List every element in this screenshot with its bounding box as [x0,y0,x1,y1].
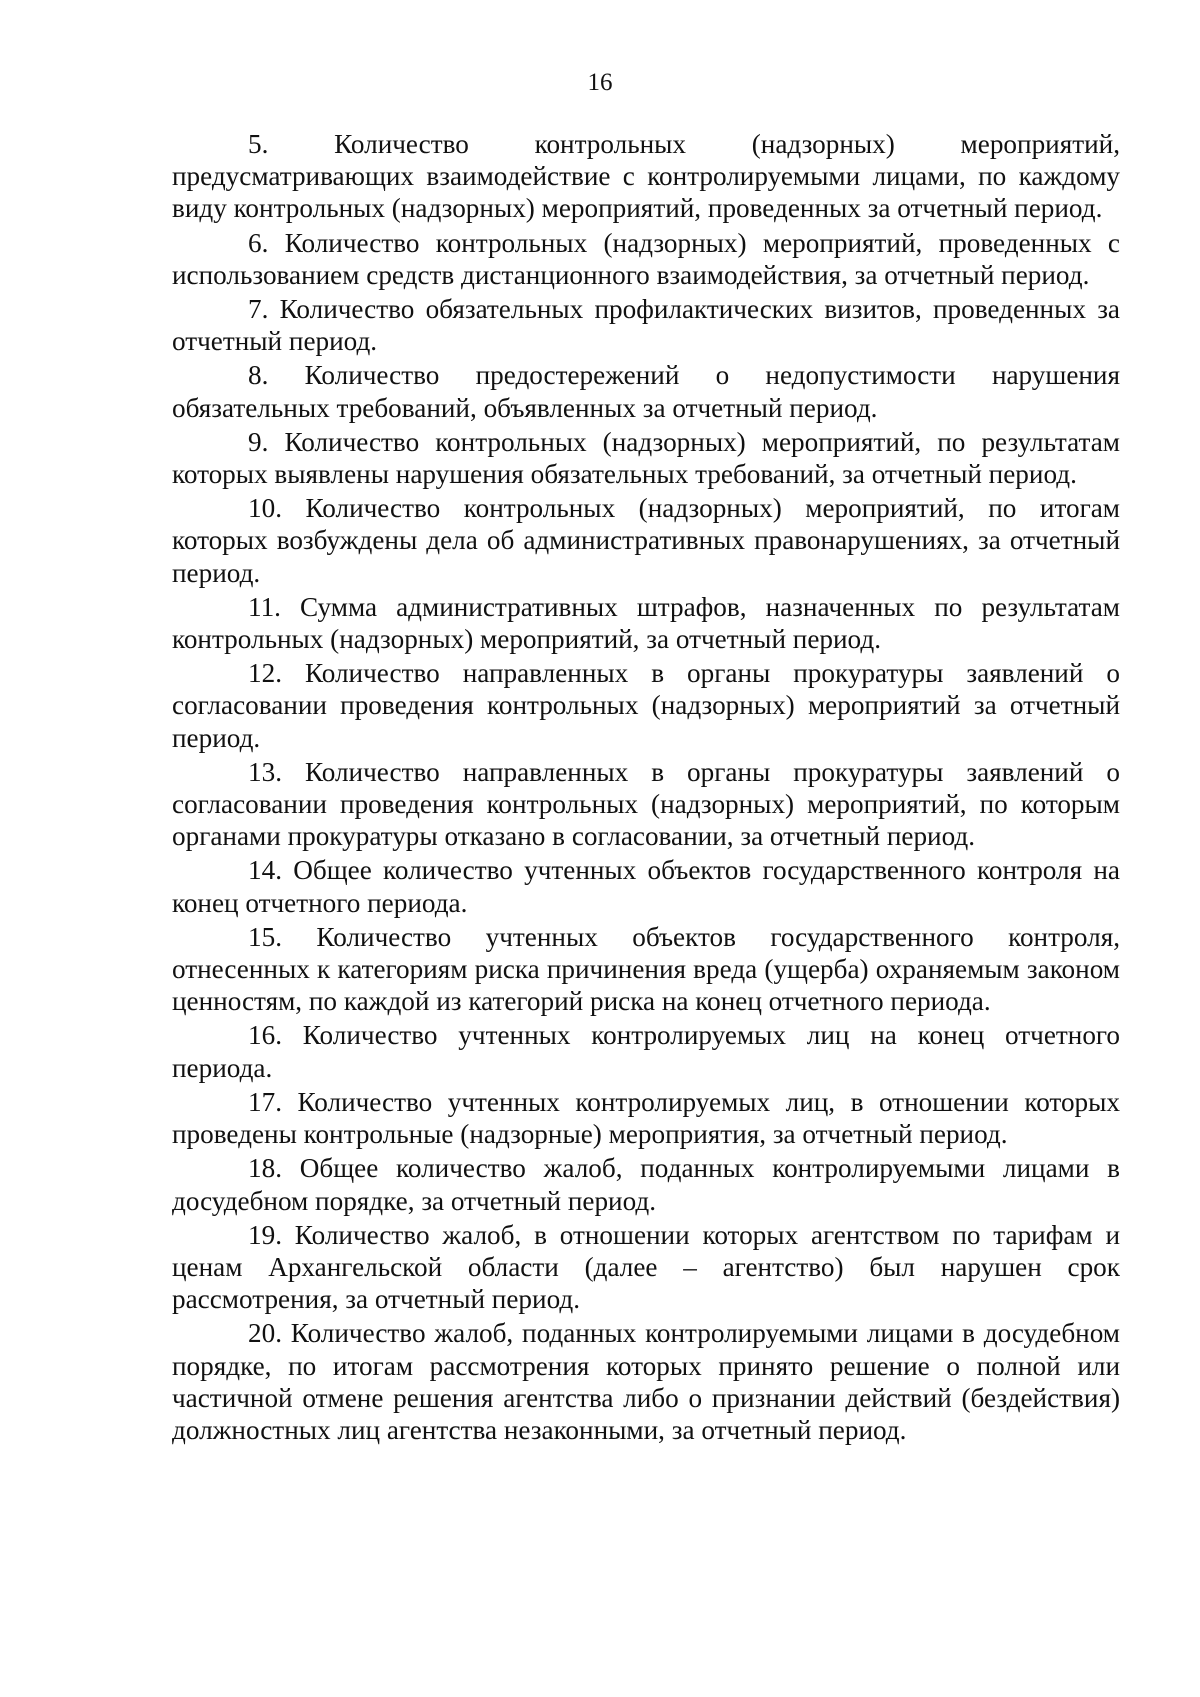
document-body [172,128,1120,1448]
list-item-6: 6. Количество контрольных (надзорных) мероприятий, проведенных с использованием средств дистанционного взаимодействия, за отчетный период. [172,227,1120,290]
page-number: 16 [587,69,613,96]
list-item-20: 20. Количество жалоб, поданных контролируемыми лицами в досудебном порядке, по итогам рассмотрения которых принято решение о полной или частичной отмене решения агентства либо о признании действий (бездействия) должностных лиц агентства незаконными, за отчетный период. [172,1318,1120,1445]
list-item-5: 5. Количество контрольных (надзорных) мероприятий, предусматривающих взаимодействие с контролируемыми лицами, по каждому виду контрольных (надзорных) мероприятий, проведенных за отчетный период. [172,129,1120,224]
list-item-10: 10. Количество контрольных (надзорных) мероприятий, по итогам которых возбуждены дела об административных правонарушениях, за отчетный период. [172,493,1120,588]
list-item-11: 11. Сумма административных штрафов, назначенных по результатам контрольных (надзорных) мероприятий, за отчетный период. [172,591,1120,655]
list-item-15: 15. Количество учтенных объектов государственного контроля, отнесенных к категориям риска причинения вреда (ущерба) охраняемым законом ценностям, по каждой из категорий риска на конец отчетного периода. [172,921,1120,1017]
list-item-9: 9. Количество контрольных (надзорных) мероприятий, по результатам которых выявлены нарушения обязательных требований, за отчетный период. [172,426,1120,490]
list-item-18: 18. Общее количество жалоб, поданных контролируемыми лицами в досудебном порядке, за отчетный период. [172,1153,1120,1216]
list-item-17: 17. Количество учтенных контролируемых лиц, в отношении которых проведены контрольные (надзорные) мероприятия, за отчетный период. [172,1086,1120,1150]
list-item-19: 19. Количество жалоб, в отношении которых агентством по тарифам и ценам Архангельской области (далее – агентство) был нарушен срок рассмотрения, за отчетный период. [172,1219,1120,1315]
list-item-16: 16. Количество учтенных контролируемых лиц на конец отчетного периода. [172,1020,1120,1083]
list-item-13: 13. Количество направленных в органы прокуратуры заявлений о согласовании проведения контрольных (надзорных) мероприятий, по которым органами прокуратуры отказано в согласовании, за отчетный период. [172,756,1120,852]
list-item-14: 14. Общее количество учтенных объектов государственного контроля на конец отчетного периода. [172,855,1120,918]
list-item-7: 7. Количество обязательных профилактических визитов, проведенных за отчетный период. [172,294,1120,357]
list-item-8: 8. Количество предостережений о недопустимости нарушения обязательных требований, объявленных за отчетный период. [172,360,1120,423]
list-item-12: 12. Количество направленных в органы прокуратуры заявлений о согласовании проведения контрольных (надзорных) мероприятий за отчетный период. [172,658,1120,753]
